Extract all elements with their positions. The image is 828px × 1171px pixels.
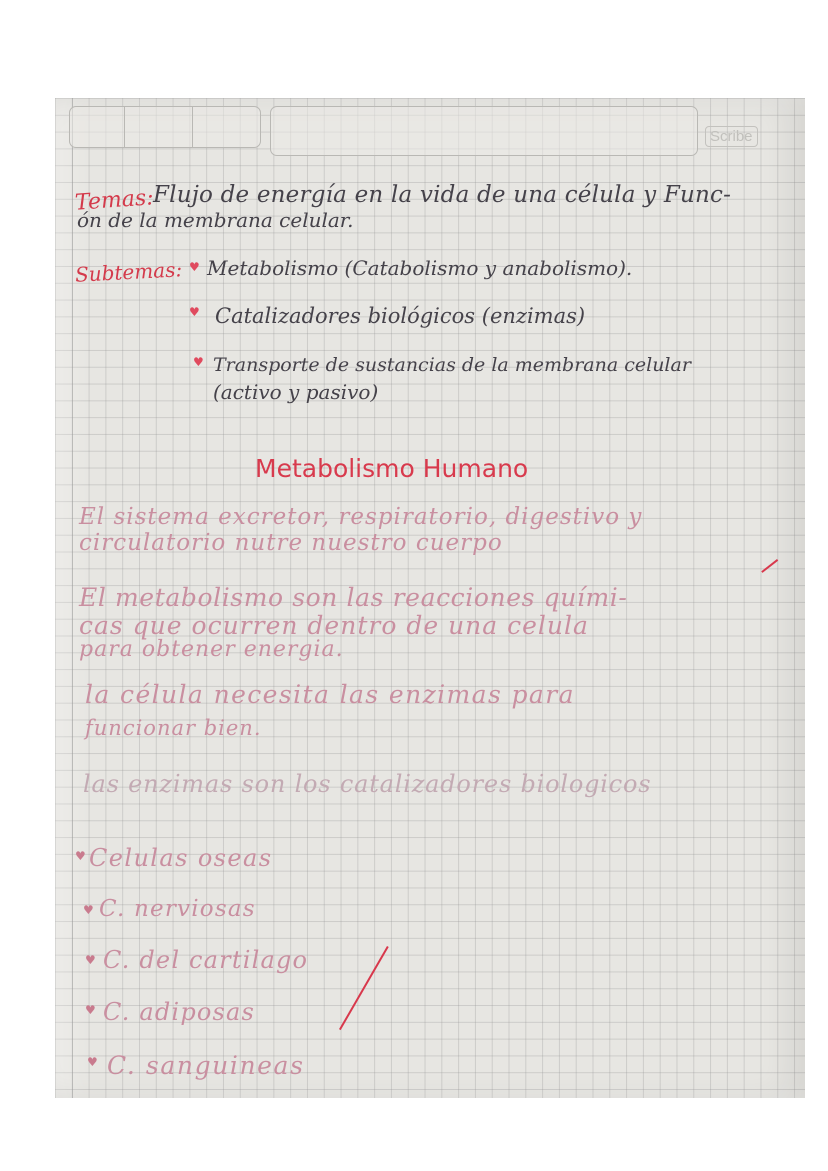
heart-bullet-icon: ♥ bbox=[189, 260, 200, 274]
heart-bullet-icon: ♥ bbox=[85, 953, 96, 967]
paragraph-1-line-1: El sistema excretor, respiratorio, digestivo y bbox=[79, 504, 643, 530]
subtemas-label: Subtemas: bbox=[74, 257, 183, 287]
date-divider bbox=[124, 107, 125, 147]
heart-bullet-icon: ♥ bbox=[189, 305, 200, 319]
paragraph-2-line-3: para obtener energia. bbox=[79, 637, 344, 662]
red-check-mark bbox=[339, 946, 389, 1030]
subtema-1: Metabolismo (Catabolismo y anabolismo). bbox=[207, 256, 633, 280]
heart-bullet-icon: ♥ bbox=[83, 903, 94, 917]
cell-item-5: C. sanguineas bbox=[107, 1051, 305, 1080]
paragraph-2-line-2: cas que ocurren dentro de una celula bbox=[79, 611, 589, 640]
heart-bullet-icon: ♥ bbox=[193, 355, 204, 369]
cell-item-1: Celulas oseas bbox=[89, 844, 273, 872]
paragraph-1-line-2: circulatorio nutre nuestro cuerpo bbox=[79, 530, 503, 556]
section-title: Metabolismo Humano bbox=[255, 454, 529, 483]
margin-line bbox=[72, 98, 73, 1098]
heart-bullet-icon: ♥ bbox=[87, 1055, 98, 1069]
subtema-3-line-2: (activo y pasivo) bbox=[213, 380, 379, 404]
cell-item-3: C. del cartilago bbox=[103, 946, 309, 974]
temas-label: Temas: bbox=[74, 185, 155, 216]
subtema-3-line-1: Transporte de sustancias de la membrana celular bbox=[213, 354, 691, 376]
temas-line-1: Flujo de energía en la vida de una célula y Func- bbox=[153, 182, 732, 208]
heart-bullet-icon: ♥ bbox=[75, 849, 86, 863]
paragraph-2-line-1: El metabolismo son las reacciones quími- bbox=[79, 583, 628, 612]
title-box bbox=[270, 106, 698, 156]
notebook-page bbox=[55, 98, 805, 1098]
date-box bbox=[69, 106, 261, 148]
cell-item-2: C. nerviosas bbox=[99, 896, 256, 922]
brand-logo: Scribe bbox=[705, 126, 758, 147]
paragraph-4-line-1: las enzimas son los catalizadores biologicos bbox=[83, 770, 652, 798]
temas-line-2: ón de la membrana celular. bbox=[77, 208, 354, 232]
subtema-2: Catalizadores biológicos (enzimas) bbox=[215, 304, 586, 328]
paragraph-3-line-2: funcionar bien. bbox=[85, 716, 262, 740]
red-check-mark bbox=[761, 559, 778, 573]
paragraph-3-line-1: la célula necesita las enzimas para bbox=[85, 680, 575, 709]
heart-bullet-icon: ♥ bbox=[85, 1003, 96, 1017]
cell-item-4: C. adiposas bbox=[103, 998, 256, 1026]
date-divider bbox=[192, 107, 193, 147]
